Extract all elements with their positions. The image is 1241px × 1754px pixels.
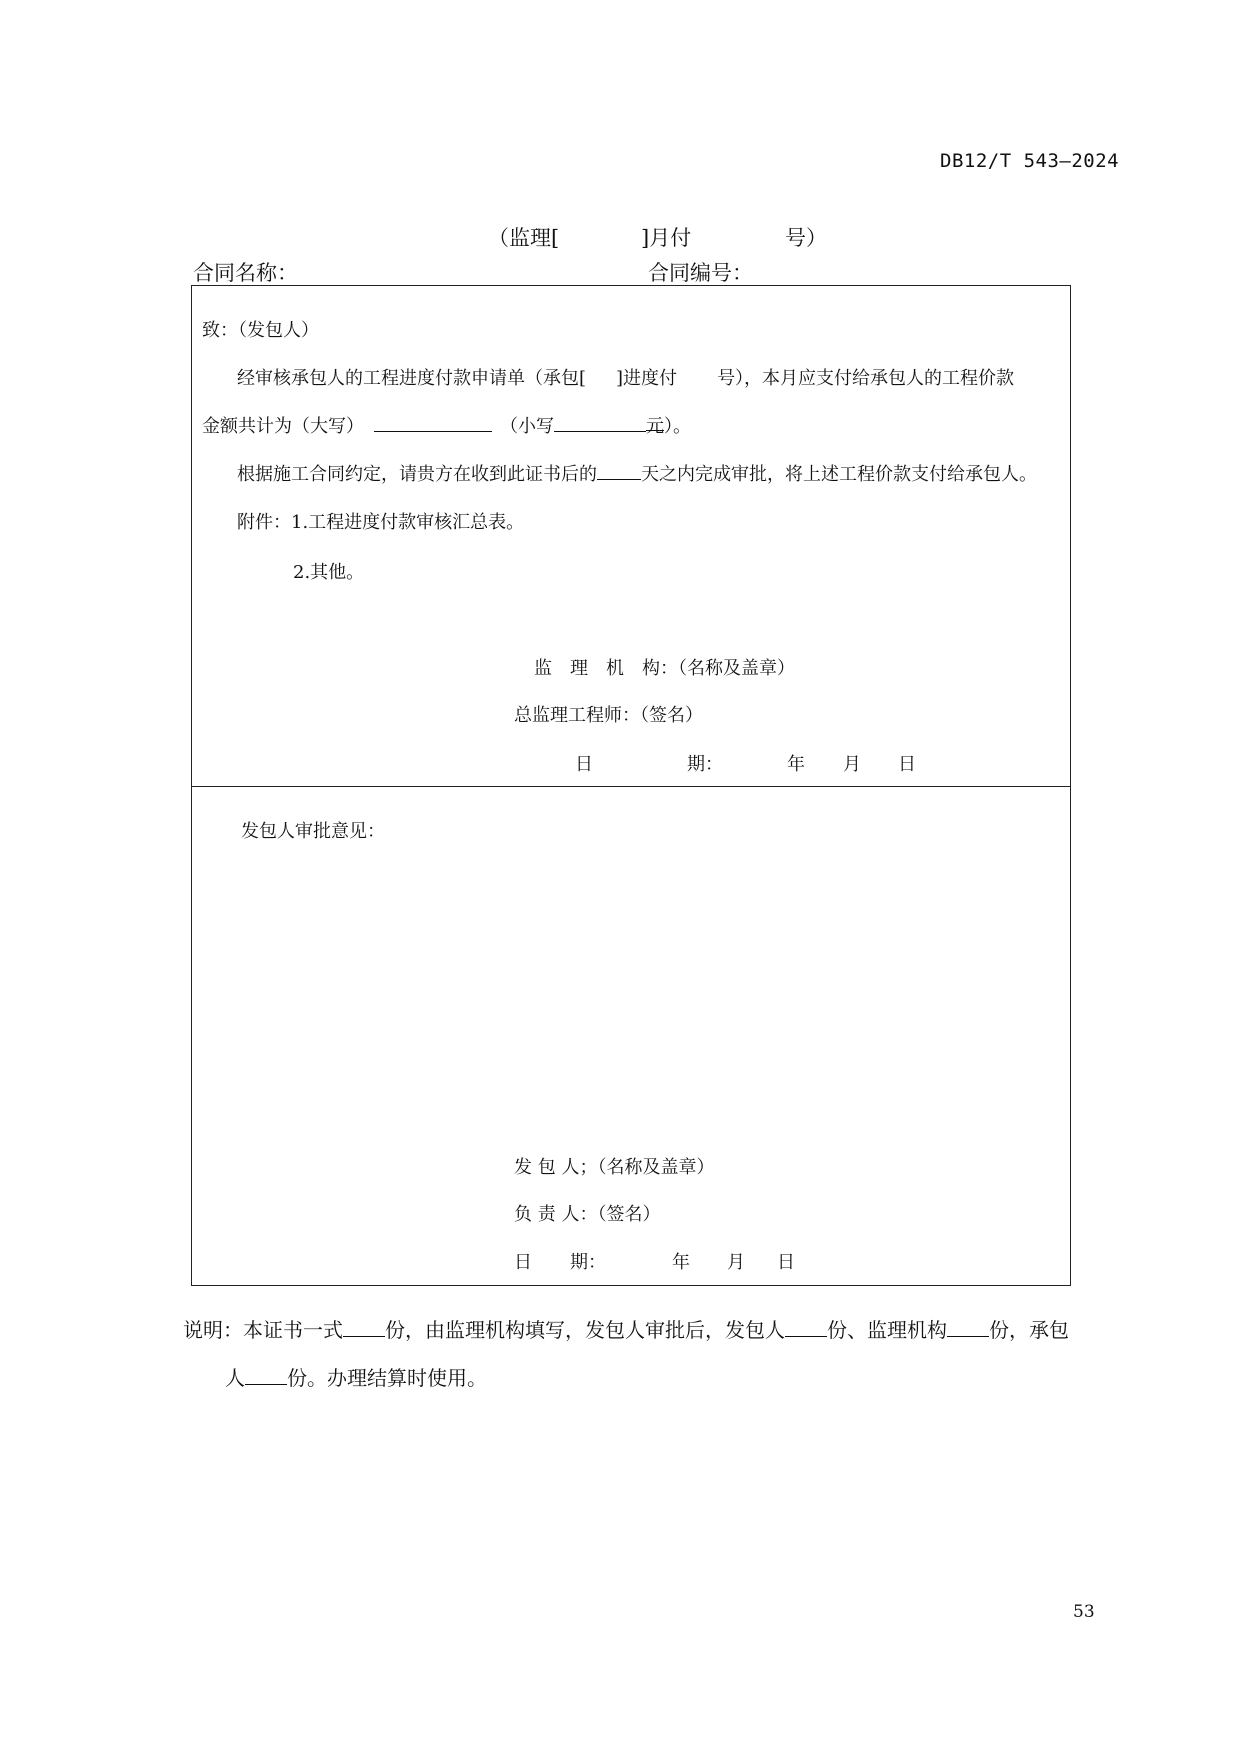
attachment-1: 附件：1.工程进度付款审核汇总表。 [237, 512, 525, 533]
page-number: 53 [1073, 1602, 1095, 1622]
amount-words-blank[interactable] [374, 413, 492, 432]
serial-month-pay: ]月付 [641, 226, 692, 250]
paragraph-approval-days: 根据施工合同约定，请贵方在收到此证书后的 天之内完成审批，将上述工程价款支付给承包人。 [237, 460, 1037, 486]
chief-engineer-label: 总监理工程师：（签名） [514, 705, 703, 726]
serial-number-close: 号） [785, 226, 827, 250]
employer-label: 发 包 人；（名称及盖章） [514, 1157, 715, 1178]
certificate-form [191, 285, 1071, 1286]
contract-name-label: 合同名称： [193, 261, 298, 285]
supervisor-date-label-2: 期： [687, 754, 723, 775]
copies-employer-blank[interactable] [785, 1318, 827, 1337]
supervisor-date-day: 日 [898, 754, 916, 775]
employer-date-month: 月 [727, 1252, 745, 1273]
copies-contractor-blank[interactable] [245, 1366, 287, 1385]
paragraph-amount: 金额共计为（大写） （小写 元）。 [202, 412, 691, 438]
copies-total-blank[interactable] [343, 1318, 385, 1337]
standard-code: DB12/T 543—2024 [940, 150, 1120, 172]
days-blank[interactable] [597, 461, 641, 480]
amount-unit: 元 [646, 412, 664, 431]
attachment-2: 2.其他。 [293, 562, 365, 583]
employer-date-label: 日 [514, 1252, 532, 1273]
supervision-org-label: 监 理 机 构：（名称及盖章） [534, 658, 795, 679]
employer-section [192, 787, 1070, 1285]
note-line-1: 说明：本证书一式 份，由监理机构填写，发包人审批后，发包人 份、监理机构 份，承包 [183, 1318, 1069, 1342]
contract-no-label: 合同编号： [648, 261, 753, 285]
amount-figures-blank[interactable] [554, 413, 646, 432]
supervisor-date-label: 日 [575, 754, 593, 775]
note-line-2: 人 份。办理结算时使用。 [225, 1366, 487, 1390]
serial-open: （监理[ [488, 226, 560, 250]
employer-opinion-label: 发包人审批意见： [241, 821, 385, 842]
supervisor-section [192, 286, 1070, 787]
principal-label: 负 责 人：（签名） [514, 1204, 661, 1225]
employer-date-label-2: 期： [570, 1252, 606, 1273]
employer-date-year: 年 [672, 1252, 690, 1273]
addressee-line: 致：（发包人） [202, 320, 319, 341]
supervisor-date-month: 月 [843, 754, 861, 775]
copies-supervisor-blank[interactable] [947, 1318, 989, 1337]
paragraph-review: 经审核承包人的工程进度付款申请单（承包[ ]进度付 号），本月应支付给承包人的工程价款 [237, 368, 1015, 389]
employer-date-day: 日 [777, 1252, 795, 1273]
supervisor-date-year: 年 [787, 754, 805, 775]
